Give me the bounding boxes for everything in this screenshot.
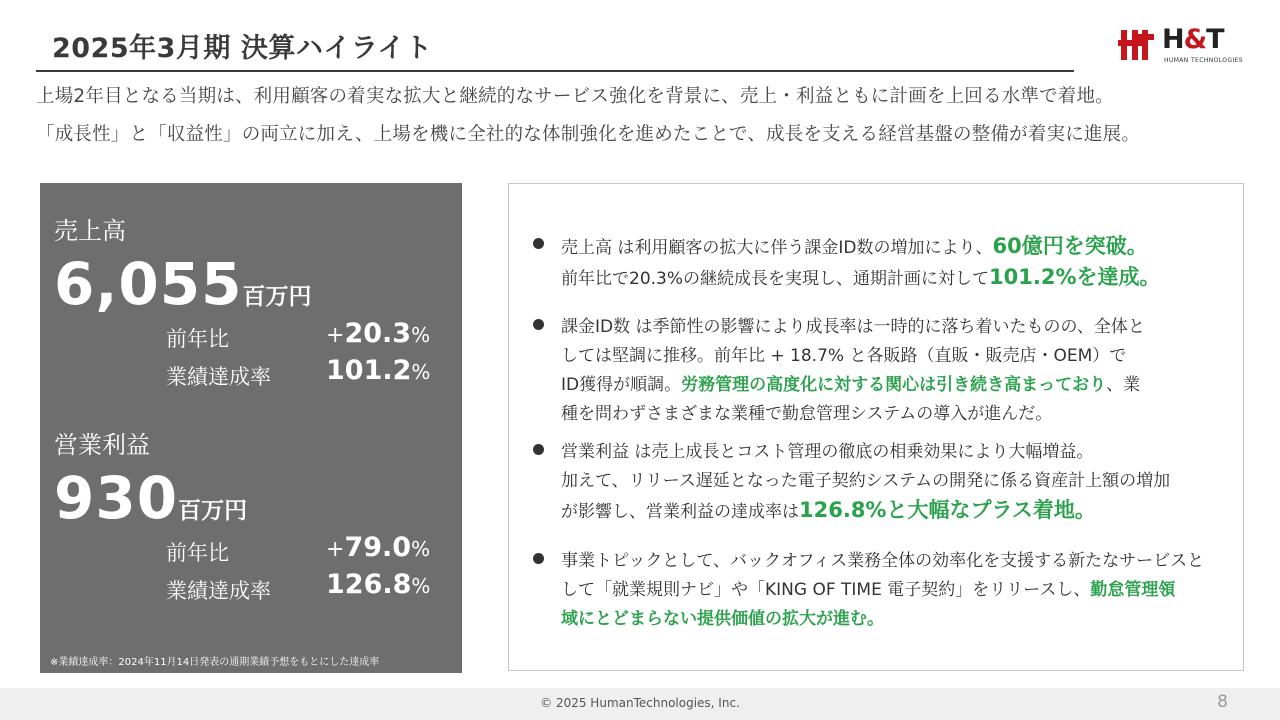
highlight-text: 域にとどまらない提供価値の拡大が進む。: [561, 609, 884, 629]
op-profit-label: 営業利益: [54, 431, 150, 459]
highlight-text: 101.2%を達成。: [989, 265, 1161, 289]
op-profit-unit: 百万円: [178, 498, 248, 524]
detail-panel: 売上高 は利用顧客の拡大に伴う課金ID数の増加により、60億円を突破。 前年比で20.3%の継続成長を実現し、通期計画に対して101.2%を達成。 課金ID数 は季節性の影響により成長率は一時的に落ち着いたものの、全体と しては堅調に推移。前年比 + 18.7% と各販路（直販・販売店・OEM）で ID獲得が順調。労務管理の高度化に対する関心は引き続き高まっており、業 種を問わずさまざまな業種で勤怠管理システムの導入が進んだ。 営業利益 は売上成長とコスト管理の徹底の相乗効果により大幅増益。 加えて、リリース遅延となった電子契約システムの開発に係る資産計上額の増加 が影響し、営業利益の達成率は126.8%と大幅なプラス着地。 事業トピックとして、バックオフィス業務全体の効率化を支援する新たなサービスと して「就業規則ナビ」や「KING OF TIME 電子契約」をリリースし、勤怠管理領 域にとどまらない提供価値の拡大が進む。: [508, 183, 1244, 671]
highlight-text: 126.8%と大幅なプラス着地。: [799, 498, 1096, 522]
logo-subtext: HUMAN TECHNOLOGIES: [1164, 57, 1244, 64]
op-profit-achievement-value: 126.8%: [326, 569, 431, 600]
highlight-text: 勤怠管理領: [1090, 580, 1176, 600]
page-number: 8: [1217, 692, 1228, 712]
op-profit-value: 930百万円: [54, 464, 248, 532]
logo-mark-icon: [1118, 28, 1156, 62]
bullet-dot-icon: [533, 553, 544, 564]
title-divider: [36, 70, 1074, 72]
op-profit-achievement-label: 業績達成率: [166, 579, 271, 603]
highlight-text: 60億円を突破。: [992, 234, 1148, 258]
bullet-dot-icon: [533, 444, 544, 455]
footer: [0, 688, 1280, 720]
sales-unit: 百万円: [242, 284, 312, 310]
sales-achievement-value: 101.2%: [326, 355, 431, 386]
sales-value: 6,055百万円: [54, 250, 312, 318]
kpi-footnote: ※業績達成率：2024年11月14日発表の通期業績予想をもとにした達成率: [50, 657, 380, 668]
sales-yoy-value: +20.3%: [326, 318, 431, 349]
highlight-text: 労務管理の高度化に対する関心は引き続き高まっており: [681, 375, 1107, 395]
page-title: 2025年3月期 決算ハイライト: [52, 33, 433, 64]
logo-wordmark: H&T: [1162, 24, 1224, 55]
bullet-dot-icon: [533, 319, 544, 330]
sales-label: 売上高: [54, 217, 126, 245]
sales-achievement-label: 業績達成率: [166, 365, 271, 389]
lead-line-2: 「成長性」と「収益性」の両立に加え、上場を機に全社的な体制強化を進めたことで、成長を支える経営基盤の整備が着実に進展。: [36, 124, 1141, 145]
company-logo: [1118, 24, 1242, 68]
lead-line-1: 上場2年目となる当期は、利用顧客の着実な拡大と継続的なサービス強化を背景に、売上・利益ともに計画を上回る水準で着地。: [36, 86, 1114, 107]
sales-yoy-label: 前年比: [166, 327, 229, 351]
op-profit-yoy-value: +79.0%: [326, 532, 431, 563]
op-profit-yoy-label: 前年比: [166, 541, 229, 565]
kpi-panel: [40, 183, 462, 673]
bullet-dot-icon: [533, 238, 544, 249]
copyright: © 2025 HumanTechnologies, Inc.: [540, 696, 740, 710]
